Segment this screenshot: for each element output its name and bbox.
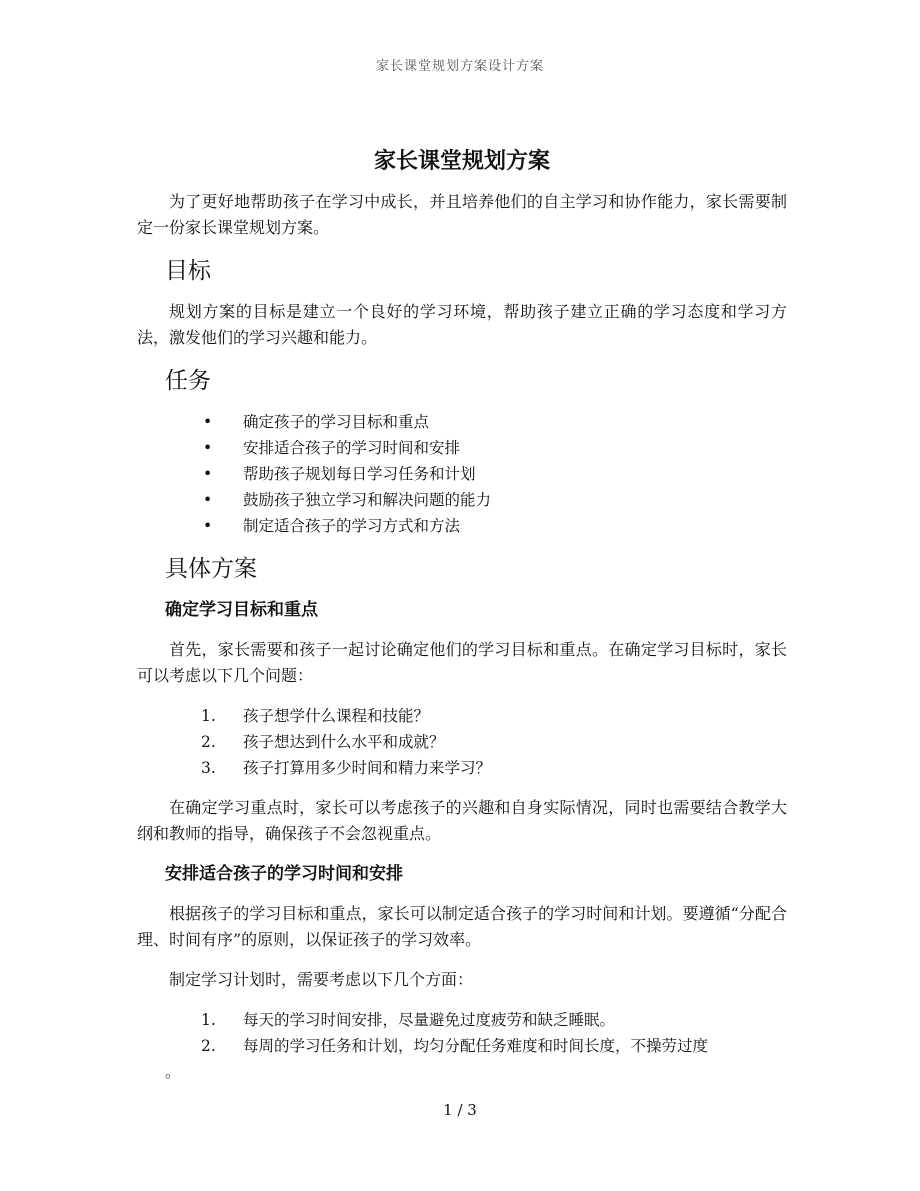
list-item-text: 每天的学习时间安排，尽量避免过度疲劳和缺乏睡眠。 bbox=[243, 1011, 616, 1029]
list-item-text: 孩子想学什么课程和技能？ bbox=[243, 707, 430, 725]
plan-aspects-list bbox=[137, 1007, 787, 1085]
list-item bbox=[137, 513, 787, 539]
list-number: 3. bbox=[201, 759, 216, 777]
list-item bbox=[137, 487, 787, 513]
list-number: 1. bbox=[201, 1011, 216, 1029]
section2-intro: 根据孩子的学习目标和重点，家长可以制定适合孩子的学习时间和计划。要遵循“分配合理、时间有序”的原则，以保证孩子的学习效率。 bbox=[137, 904, 787, 949]
plan-heading: 具体方案 bbox=[165, 556, 257, 582]
bullet-marker: • bbox=[203, 491, 213, 509]
document-title: 家长课堂规划方案 bbox=[373, 148, 550, 174]
section1-intro: 首先，家长需要和孩子一起讨论确定他们的学习目标和重点。在确定学习目标时，家长可以考虑以下几个问题： bbox=[137, 640, 787, 685]
questions-list bbox=[137, 703, 787, 781]
list-item bbox=[137, 435, 787, 461]
list-item bbox=[137, 409, 787, 435]
section2-lead: 制定学习计划时，需要考虑以下几个方面： bbox=[169, 970, 474, 989]
section2-heading: 安排适合孩子的学习时间和安排 bbox=[165, 864, 403, 884]
list-item-text: 确定孩子的学习目标和重点 bbox=[243, 413, 430, 431]
list-item-text: 制定适合孩子的学习方式和方法 bbox=[243, 517, 461, 535]
section1-conclusion: 在确定学习重点时，家长可以考虑孩子的兴趣和自身实际情况，同时也需要结合教学大纲和教师的指导，确保孩子不会忽视重点。 bbox=[137, 798, 787, 843]
section1-heading: 确定学习目标和重点 bbox=[165, 600, 318, 620]
list-item-text: 鼓励孩子独立学习和解决问题的能力 bbox=[243, 491, 492, 509]
list-item-text: 每周的学习任务和计划，均匀分配任务难度和时间长度，不操劳过度 bbox=[243, 1037, 709, 1055]
list-item-text: 帮助孩子规划每日学习任务和计划 bbox=[243, 465, 476, 483]
list-number: 2. bbox=[201, 1037, 216, 1055]
list-number: 2. bbox=[201, 733, 216, 751]
list-item-tail: 。 bbox=[165, 1063, 181, 1081]
bullet-marker: • bbox=[203, 439, 213, 457]
list-item bbox=[137, 729, 787, 755]
list-item bbox=[137, 755, 787, 781]
intro-paragraph: 为了更好地帮助孩子在学习中成长，并且培养他们的自主学习和协作能力，家长需要制定一份家长课堂规划方案。 bbox=[137, 192, 787, 237]
bullet-marker: • bbox=[203, 465, 213, 483]
tasks-heading: 任务 bbox=[165, 368, 211, 394]
running-header: 家长课堂规划方案设计方案 bbox=[375, 59, 544, 74]
bullet-marker: • bbox=[203, 517, 213, 535]
list-item bbox=[137, 703, 787, 729]
page-number: 1 / 3 bbox=[443, 1101, 477, 1119]
bullet-marker: • bbox=[203, 413, 213, 431]
list-item bbox=[137, 1007, 787, 1033]
list-item-text: 安排适合孩子的学习时间和安排 bbox=[243, 439, 461, 457]
tasks-list bbox=[137, 409, 787, 539]
goal-heading: 目标 bbox=[165, 258, 211, 284]
list-item-text: 孩子想达到什么水平和成就？ bbox=[243, 733, 445, 751]
list-item bbox=[137, 1033, 787, 1085]
document-body bbox=[137, 145, 787, 1099]
list-item bbox=[137, 461, 787, 487]
list-number: 1. bbox=[201, 707, 216, 725]
goal-paragraph: 规划方案的目标是建立一个良好的学习环境，帮助孩子建立正确的学习态度和学习方法，激发他们的学习兴趣和能力。 bbox=[137, 302, 787, 347]
list-item-text: 孩子打算用多少时间和精力来学习？ bbox=[243, 759, 492, 777]
